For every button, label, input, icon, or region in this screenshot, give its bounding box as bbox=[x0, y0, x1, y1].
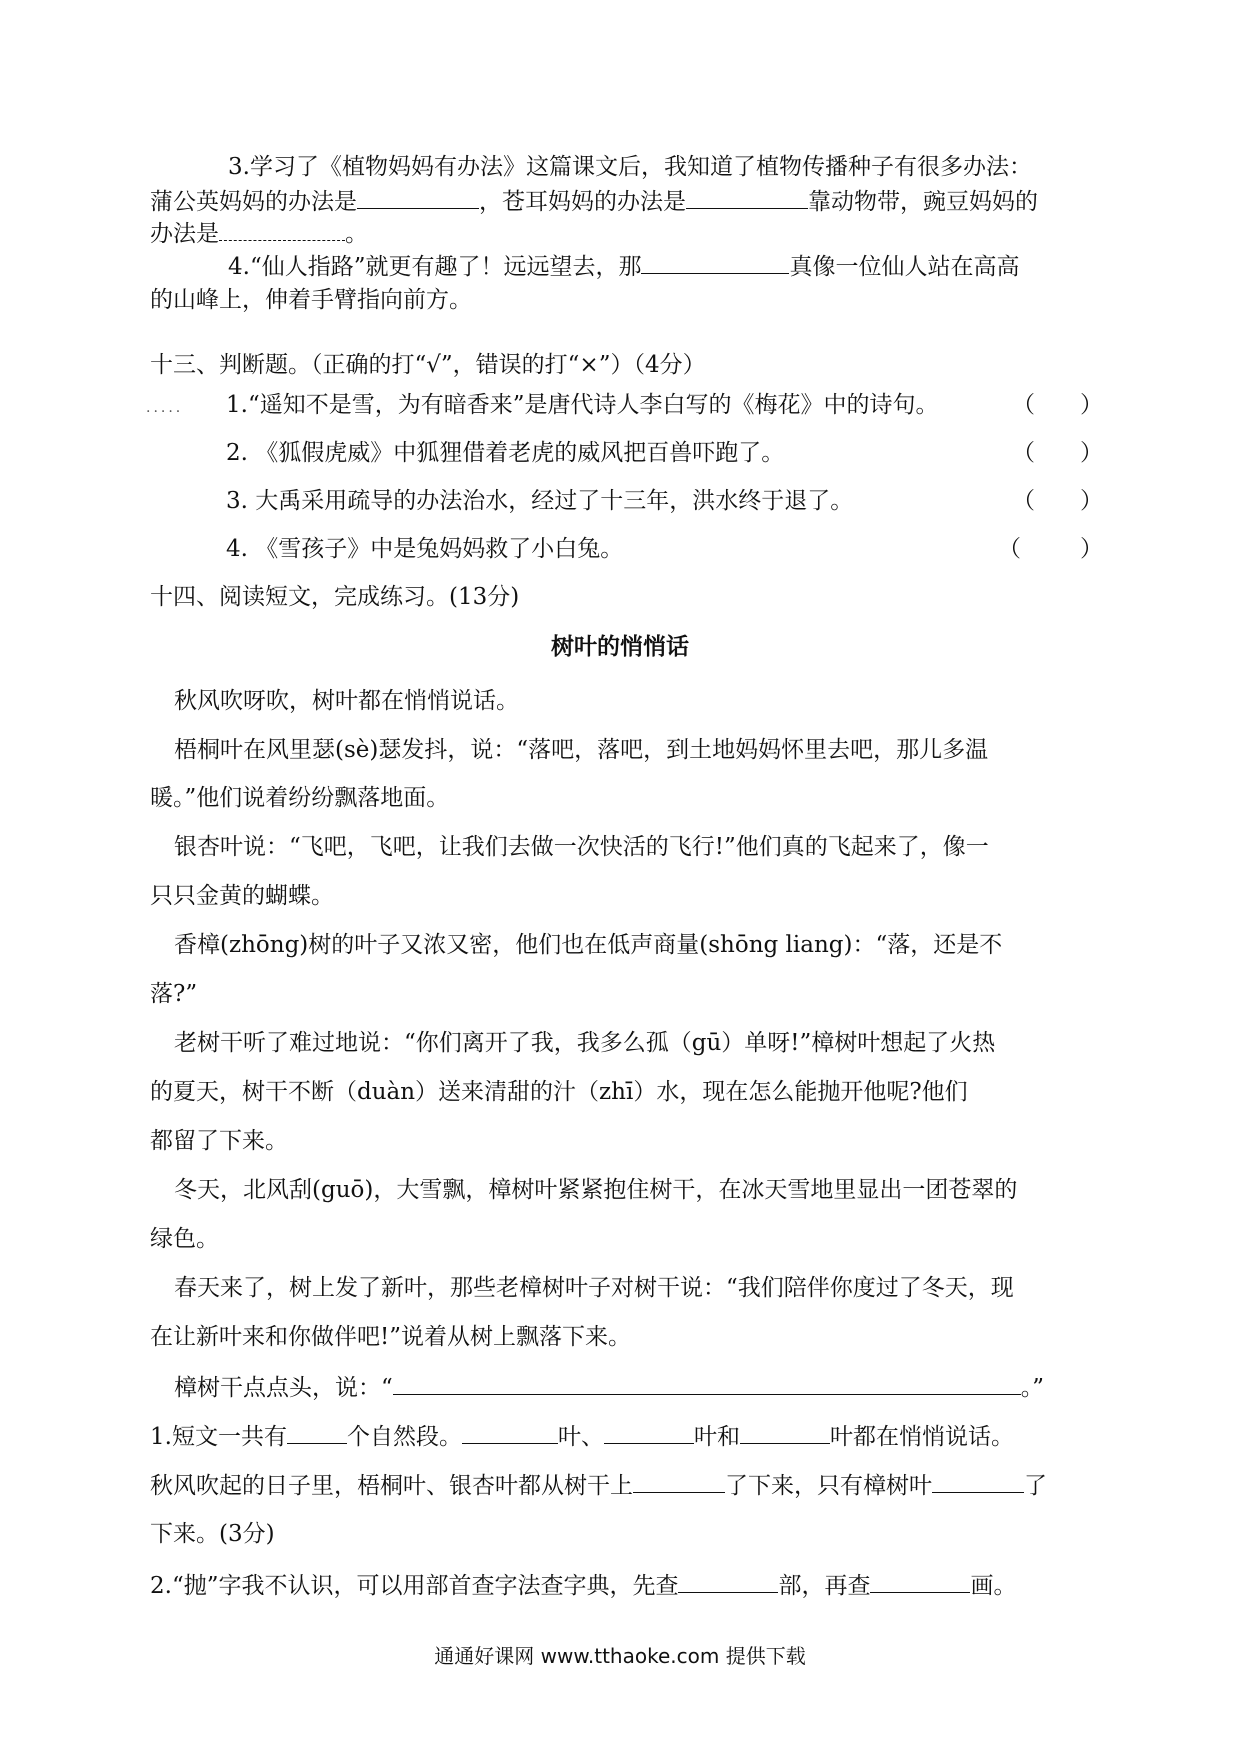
page-footer: 通通好课网 www.tthaoke.com 提供下载 bbox=[434, 1644, 806, 1668]
passage-p8 bbox=[174, 1372, 1044, 1403]
answer-blank[interactable] bbox=[393, 1372, 1021, 1395]
q13-item-1: 1.“遥知不是雪，为有暗香来”是唐代诗人李白写的《梅花》中的诗句。 bbox=[226, 392, 939, 418]
exercise-2-line1 bbox=[150, 1570, 1016, 1601]
passage-p2-line1: 梧桐叶在风里瑟(sè)瑟发抖，说：“落吧，落吧，到土地妈妈怀里去吧，那儿多温 bbox=[174, 737, 989, 763]
answer-blank[interactable] bbox=[287, 1421, 347, 1444]
q12-item4-text-b: 的山峰上，伸着手臂指向前方。 bbox=[150, 287, 472, 313]
q13-heading: 十三、判断题。（正确的打“√”，错误的打“×”）（4分） bbox=[150, 352, 706, 378]
answer-paren-close: ） bbox=[1080, 536, 1103, 562]
answer-blank[interactable] bbox=[462, 1421, 558, 1444]
exercise-1-line2 bbox=[150, 1470, 1047, 1501]
exercise-1-line3: 下来。(3分) bbox=[150, 1521, 275, 1547]
q12-item3-text-b3: 靠动物带，豌豆妈妈的 bbox=[808, 189, 1038, 215]
passage-p6-line1: 冬天，北风刮(guō)，大雪飘，樟树叶紧紧抱住树干，在冰天雪地里显出一团苍翠的 bbox=[174, 1177, 1018, 1203]
passage-p1: 秋风吹呀吹，树叶都在悄悄说话。 bbox=[174, 688, 519, 714]
passage-p3-line1: 银杏叶说：“飞吧，飞吧，让我们去做一次快活的飞行!”他们真的飞起来了，像一 bbox=[174, 834, 989, 860]
ex1-text-a4: 叶和 bbox=[693, 1424, 740, 1450]
answer-blank[interactable] bbox=[932, 1470, 1024, 1493]
ex2-text-a3: 画。 bbox=[970, 1573, 1017, 1599]
answer-paren-open: （ bbox=[1012, 488, 1035, 514]
q12-item4-text-a1: 4.“仙人指路”就更有趣了！远远望去，那 bbox=[228, 254, 642, 280]
q12-item3-text-b2: ，苍耳妈妈的办法是 bbox=[479, 189, 686, 215]
answer-paren-close: ） bbox=[1080, 392, 1103, 418]
ex2-text-a1: 2.“抛”字我不认识，可以用部首查字法查字典，先查 bbox=[150, 1573, 679, 1599]
q12-item3-text: 3.学习了《植物妈妈有办法》这篇课文后，我知道了植物传播种子有很多办法： bbox=[228, 154, 1032, 180]
passage-p8-end: 。” bbox=[1020, 1375, 1045, 1401]
q14-heading: 十四、阅读短文，完成练习。(13分) bbox=[150, 584, 520, 610]
q12-item3-line3 bbox=[150, 218, 368, 249]
q13-item-2: 2. 《狐假虎威》中狐狸借着老虎的威风把百兽吓跑了。 bbox=[226, 440, 785, 466]
q12-item3-text-c1: 办法是 bbox=[150, 221, 219, 247]
passage-p2-line2: 暖。”他们说着纷纷飘落地面。 bbox=[150, 785, 450, 811]
answer-blank[interactable] bbox=[740, 1421, 830, 1444]
answer-blank[interactable] bbox=[604, 1421, 694, 1444]
q12-item4-line2 bbox=[150, 285, 472, 315]
answer-blank[interactable] bbox=[678, 1570, 778, 1593]
ex1-text-a3: 叶、 bbox=[557, 1424, 604, 1450]
answer-blank[interactable] bbox=[219, 218, 345, 241]
passage-p7-line2: 在让新叶来和你做伴吧!”说着从树上飘落下来。 bbox=[150, 1324, 632, 1350]
passage-p6-line2: 绿色。 bbox=[150, 1226, 219, 1252]
passage-p8-text: 樟树干点点头，说：“ bbox=[174, 1375, 393, 1401]
ex1-text-b1: 秋风吹起的日子里，梧桐叶、银杏叶都从树干上 bbox=[150, 1473, 633, 1499]
q12-item3-line1 bbox=[228, 152, 1032, 182]
q12-item3-text-c2: 。 bbox=[345, 221, 368, 247]
answer-blank[interactable] bbox=[633, 1470, 725, 1493]
exercise-1-line1 bbox=[150, 1421, 1014, 1452]
answer-paren-close: ） bbox=[1080, 440, 1103, 466]
q12-item4-text-a2: 真像一位仙人站在高高 bbox=[789, 254, 1020, 280]
answer-paren-close: ） bbox=[1080, 488, 1103, 514]
q13-item-4: 4. 《雪孩子》中是兔妈妈救了小白兔。 bbox=[226, 536, 624, 562]
answer-paren-open: （ bbox=[1012, 392, 1035, 418]
passage-p7-line1: 春天来了，树上发了新叶，那些老樟树叶子对树干说：“我们陪伴你度过了冬天，现 bbox=[174, 1275, 1014, 1301]
answer-blank[interactable] bbox=[870, 1570, 970, 1593]
passage-title: 树叶的悄悄话 bbox=[551, 634, 689, 660]
passage-p5-line1: 老树干听了难过地说：“你们离开了我，我多么孤（gū）单呀!”樟树叶想起了火热 bbox=[174, 1030, 996, 1056]
answer-blank[interactable] bbox=[641, 251, 789, 274]
answer-paren-open: （ bbox=[998, 536, 1021, 562]
answer-blank[interactable] bbox=[686, 186, 808, 209]
passage-p4-line2: 落?” bbox=[150, 981, 198, 1007]
passage-p4-line1: 香樟(zhōng)树的叶子又浓又密，他们也在低声商量(shōng liang)：“落，还是不 bbox=[174, 932, 1003, 958]
passage-p3-line2: 只只金黄的蝴蝶。 bbox=[150, 883, 334, 909]
ex1-text-a1: 1.短文一共有 bbox=[150, 1424, 287, 1450]
decorative-dots: ..... bbox=[146, 400, 184, 416]
q12-item3-text-b1: 蒲公英妈妈的办法是 bbox=[150, 189, 357, 215]
passage-p5-line2: 的夏天，树干不断（duàn）送来清甜的汁（zhī）水，现在怎么能抛开他呢?他们 bbox=[150, 1079, 968, 1105]
q12-item3-line2 bbox=[150, 186, 1038, 217]
ex1-text-a5: 叶都在悄悄说话。 bbox=[829, 1424, 1014, 1450]
ex2-text-a2: 部，再查 bbox=[778, 1573, 871, 1599]
ex1-text-b3: 了 bbox=[1024, 1473, 1047, 1499]
q12-item4-line1 bbox=[228, 251, 1019, 282]
ex1-text-a2: 个自然段。 bbox=[346, 1424, 462, 1450]
q13-item-3: 3. 大禹采用疏导的办法治水，经过了十三年，洪水终于退了。 bbox=[226, 488, 854, 514]
passage-p5-line3: 都留了下来。 bbox=[150, 1128, 288, 1154]
ex1-text-b2: 了下来，只有樟树叶 bbox=[725, 1473, 932, 1499]
answer-blank[interactable] bbox=[357, 186, 479, 209]
answer-paren-open: （ bbox=[1012, 440, 1035, 466]
